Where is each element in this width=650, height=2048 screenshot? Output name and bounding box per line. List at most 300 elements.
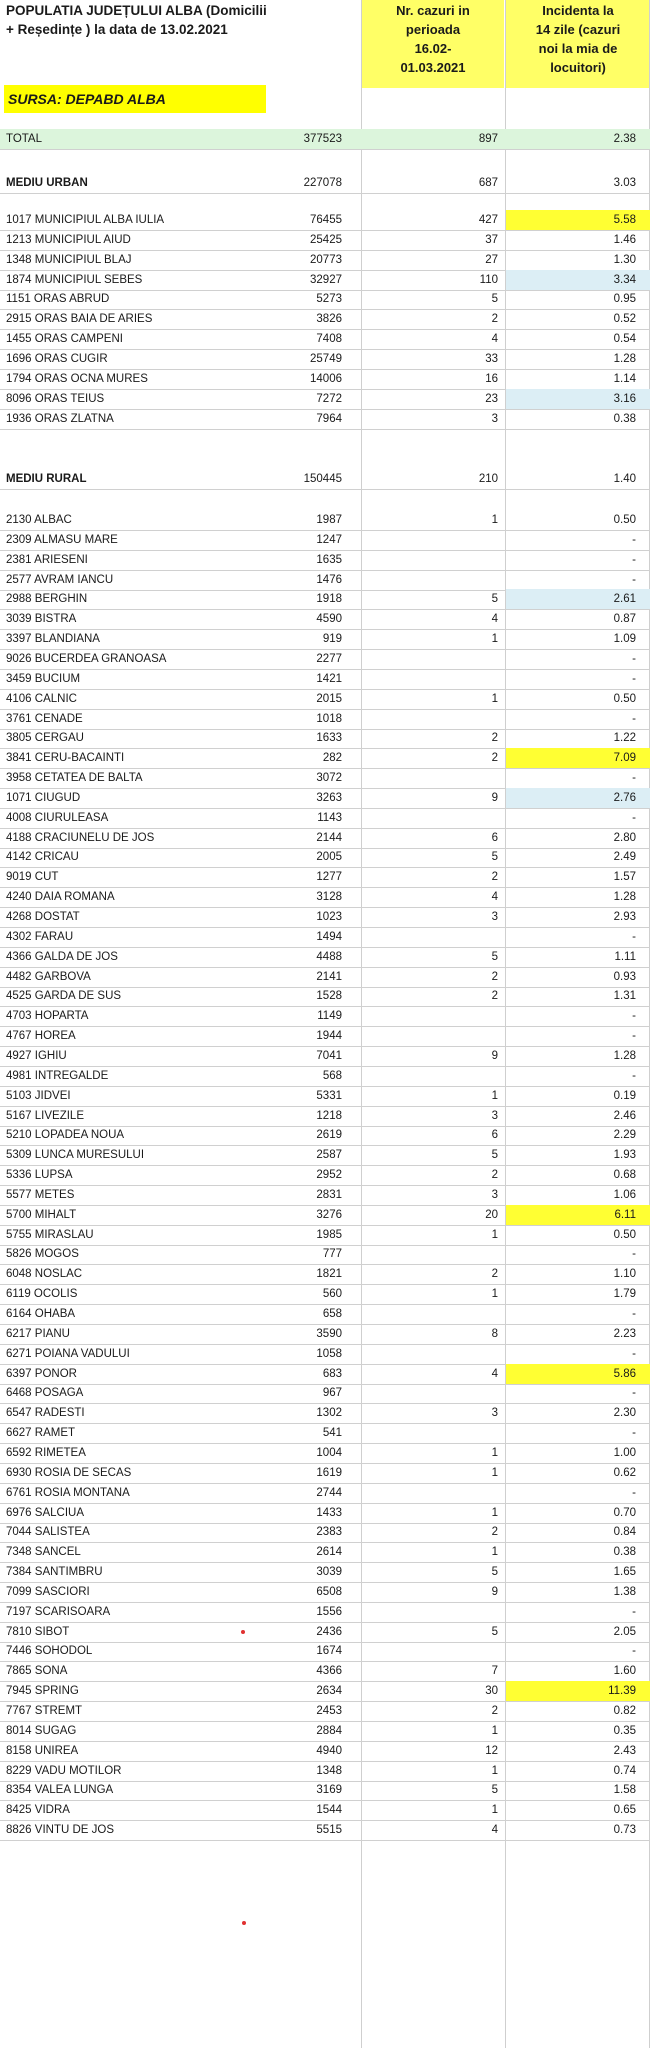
- population-cell: 658: [322, 1308, 342, 1320]
- incidence-cell: -: [632, 574, 636, 586]
- cases-cell: 1: [491, 1288, 498, 1300]
- locality-name-cell: 1794 ORAS OCNA MURES: [6, 373, 148, 385]
- population-cell: 3826: [316, 313, 342, 325]
- population-cell: 1018: [316, 713, 342, 725]
- cases-cell: 37: [485, 234, 498, 246]
- locality-name-cell: 4981 INTREGALDE: [6, 1070, 109, 1082]
- incidence-cell: 0.50: [613, 693, 636, 705]
- population-cell: 25749: [310, 353, 342, 365]
- table-row: [0, 1483, 650, 1503]
- incidence-cell: 1.60: [613, 1665, 636, 1677]
- table-row: [0, 1165, 650, 1185]
- incidence-cell: 1.30: [613, 254, 636, 266]
- population-cell: 2141: [316, 971, 342, 983]
- cases-column-header: [362, 0, 504, 88]
- incidence-header-line: locuitori): [550, 60, 606, 75]
- population-cell: 1302: [316, 1407, 342, 1419]
- table-row: [0, 748, 650, 768]
- cases-cell: 33: [485, 353, 498, 365]
- locality-name-cell: 8354 VALEA LUNGA: [6, 1784, 114, 1796]
- cases-cell: 2: [491, 990, 498, 1002]
- locality-name-cell: 4703 HOPARTA: [6, 1010, 89, 1022]
- cases-cell: 3: [491, 1110, 498, 1122]
- table-row: [0, 1304, 650, 1324]
- table-row: [0, 609, 650, 629]
- population-cell: 25425: [310, 234, 342, 246]
- incidence-cell: 1.65: [613, 1566, 636, 1578]
- incidence-cell: -: [632, 534, 636, 546]
- locality-name-cell: 8826 VINTU DE JOS: [6, 1824, 115, 1836]
- incidence-cell: 0.38: [613, 1546, 636, 1558]
- cases-cell: 30: [485, 1685, 498, 1697]
- cases-cell: 687: [478, 177, 498, 189]
- population-cell: 5515: [316, 1824, 342, 1836]
- incidence-cell: -: [632, 1645, 636, 1657]
- cases-cell: [362, 1244, 502, 1264]
- population-cell: 4366: [316, 1665, 342, 1677]
- table-row: [0, 469, 650, 489]
- population-cell: 1023: [316, 911, 342, 923]
- cases-cell: 1: [491, 1804, 498, 1816]
- cases-cell: 1: [491, 1447, 498, 1459]
- table-row: [0, 230, 650, 250]
- incidence-cell: -: [632, 1387, 636, 1399]
- cases-cell: 16: [485, 373, 498, 385]
- incidence-cell: 1.79: [613, 1288, 636, 1300]
- cases-cell: 2: [491, 971, 498, 983]
- table-title: [0, 0, 360, 88]
- table-row: [0, 1264, 650, 1284]
- locality-name-cell: 1696 ORAS CUGIR: [6, 353, 108, 365]
- population-cell: 1674: [316, 1645, 342, 1657]
- incidence-cell: -: [632, 1248, 636, 1260]
- population-cell: 1143: [317, 812, 342, 824]
- table-row: [0, 1026, 650, 1046]
- incidence-cell: 2.61: [506, 589, 650, 609]
- locality-name-cell: 8425 VIDRA: [6, 1804, 70, 1816]
- incidence-column-header: [506, 0, 650, 88]
- incidence-cell: 1.00: [613, 1447, 636, 1459]
- table-row: [0, 947, 650, 967]
- locality-name-cell: 5700 MIHALT: [6, 1209, 77, 1221]
- locality-name-cell: 4927 IGHIU: [6, 1050, 67, 1062]
- incidence-cell: -: [632, 772, 636, 784]
- row-divider: [0, 429, 650, 430]
- cases-cell: 5: [491, 951, 498, 963]
- population-cell: 150445: [303, 473, 342, 485]
- incidence-cell: -: [632, 1606, 636, 1618]
- cases-cell: 6: [491, 832, 498, 844]
- incidence-cell: 2.93: [613, 911, 636, 923]
- incidence-cell: 0.35: [613, 1725, 636, 1737]
- incidence-cell: -: [632, 1427, 636, 1439]
- locality-name-cell: 4482 GARBOVA: [6, 971, 91, 983]
- table-row: [0, 270, 650, 290]
- locality-name-cell: 3459 BUCIUM: [6, 673, 81, 685]
- table-row: [0, 1344, 650, 1364]
- population-cell: 377523: [303, 133, 342, 145]
- incidence-cell: 5.58: [506, 210, 650, 230]
- population-cell: 1635: [316, 554, 342, 566]
- table-row: [0, 1046, 650, 1066]
- incidence-cell: 1.22: [613, 732, 636, 744]
- incidence-header-line: 14 zile (cazuri: [535, 22, 621, 37]
- locality-name-cell: 7044 SALISTEA: [6, 1526, 90, 1538]
- incidence-cell: -: [632, 1308, 636, 1320]
- locality-name-cell: 3039 BISTRA: [6, 613, 77, 625]
- incidence-cell: 1.57: [613, 871, 636, 883]
- cases-cell: 12: [485, 1745, 498, 1757]
- cases-cell: [362, 1641, 502, 1661]
- population-cell: 7272: [316, 393, 342, 405]
- cases-cell: 23: [485, 393, 498, 405]
- population-cell: 2005: [316, 851, 342, 863]
- incidence-cell: -: [632, 673, 636, 685]
- locality-name-cell: 2577 AVRAM IANCU: [6, 574, 114, 586]
- locality-name-cell: 4767 HOREA: [6, 1030, 76, 1042]
- population-cell: 3039: [316, 1566, 342, 1578]
- cases-cell: 5: [491, 1784, 498, 1796]
- incidence-cell: 0.73: [613, 1824, 636, 1836]
- incidence-cell: 0.50: [613, 1229, 636, 1241]
- population-cell: 3072: [316, 772, 342, 784]
- cases-cell: [362, 530, 502, 550]
- population-cell: 1149: [317, 1010, 342, 1022]
- population-cell: 1348: [316, 1765, 342, 1777]
- incidence-cell: -: [632, 1010, 636, 1022]
- population-cell: 7964: [316, 413, 342, 425]
- cases-cell: [362, 1344, 502, 1364]
- cases-cell: 1: [491, 633, 498, 645]
- table-row: [0, 629, 650, 649]
- table-row: [0, 1761, 650, 1781]
- locality-name-cell: 1151 ORAS ABRUD: [6, 293, 110, 305]
- cases-cell: 1: [491, 1546, 498, 1558]
- population-cell: 3263: [316, 792, 342, 804]
- table-row: [0, 649, 650, 669]
- cases-header-line: 16.02-: [414, 41, 452, 56]
- locality-name-cell: 5167 LIVEZILE: [6, 1110, 84, 1122]
- incidence-cell: 2.46: [613, 1110, 636, 1122]
- population-cell: 2144: [316, 832, 342, 844]
- population-cell: 1528: [316, 990, 342, 1002]
- table-row: [0, 1225, 650, 1245]
- incidence-cell: 0.70: [613, 1507, 636, 1519]
- cases-cell: 5: [491, 851, 498, 863]
- incidence-cell: 0.74: [613, 1765, 636, 1777]
- population-cell: 1944: [316, 1030, 342, 1042]
- locality-name-cell: 4008 CIURULEASA: [6, 812, 109, 824]
- table-row: [0, 1562, 650, 1582]
- population-cell: 1277: [316, 871, 342, 883]
- table-row: [0, 1522, 650, 1542]
- table-row: [0, 1403, 650, 1423]
- table-row: [0, 788, 650, 808]
- locality-name-cell: 6761 ROSIA MONTANA: [6, 1487, 130, 1499]
- cases-cell: 9: [491, 1050, 498, 1062]
- population-cell: 4940: [316, 1745, 342, 1757]
- cases-cell: 2: [491, 1526, 498, 1538]
- cases-header-line: perioada: [405, 22, 461, 37]
- population-cell: 20773: [310, 254, 342, 266]
- cases-cell: 27: [485, 254, 498, 266]
- table-row: [0, 349, 650, 369]
- incidence-cell: -: [632, 713, 636, 725]
- locality-name-cell: 1071 CIUGUD: [6, 792, 81, 804]
- table-row: [0, 1284, 650, 1304]
- incidence-cell: 0.65: [613, 1804, 636, 1816]
- population-cell: 2634: [316, 1685, 342, 1697]
- incidence-cell: 1.58: [613, 1784, 636, 1796]
- population-cell: 1218: [316, 1110, 342, 1122]
- locality-name-cell: 4188 CRACIUNELU DE JOS: [6, 832, 155, 844]
- locality-name-cell: 6397 PONOR: [6, 1368, 77, 1380]
- population-cell: 568: [322, 1070, 342, 1082]
- population-cell: 1476: [316, 574, 342, 586]
- table-row: [0, 1641, 650, 1661]
- source-label: SURSA: DEPABD ALBA: [4, 85, 266, 113]
- table-row: [0, 369, 650, 389]
- locality-name-cell: TOTAL: [6, 133, 42, 145]
- table-row: [0, 1066, 650, 1086]
- incidence-cell: 6.11: [506, 1205, 650, 1225]
- population-cell: 7041: [316, 1050, 342, 1062]
- table-row: [0, 550, 650, 570]
- population-cell: 683: [322, 1368, 342, 1380]
- locality-name-cell: 7099 SASCIORI: [6, 1586, 90, 1598]
- locality-name-cell: 7945 SPRING: [6, 1685, 79, 1697]
- population-cell: 5273: [316, 293, 342, 305]
- population-cell: 2884: [316, 1725, 342, 1737]
- table-row: [0, 530, 650, 550]
- population-cell: 3276: [316, 1209, 342, 1221]
- cases-cell: 4: [491, 333, 498, 345]
- incidence-cell: 5.86: [506, 1364, 650, 1384]
- cases-cell: 3: [491, 413, 498, 425]
- cases-cell: 20: [485, 1209, 498, 1221]
- locality-name-cell: 4142 CRICAU: [6, 851, 79, 863]
- cases-cell: 6: [491, 1129, 498, 1141]
- cases-cell: [362, 669, 502, 689]
- cases-cell: [362, 1006, 502, 1026]
- cases-cell: 427: [478, 214, 498, 226]
- row-divider: [0, 149, 650, 150]
- incidence-cell: 2.38: [613, 133, 636, 145]
- population-cell: 2744: [316, 1487, 342, 1499]
- table-row: [0, 689, 650, 709]
- incidence-cell: -: [632, 1348, 636, 1360]
- locality-name-cell: 2130 ALBAC: [6, 514, 72, 526]
- table-row: [0, 1145, 650, 1165]
- table-row: [0, 1721, 650, 1741]
- population-cell: 4590: [316, 613, 342, 625]
- incidence-cell: 0.87: [613, 613, 636, 625]
- cases-header-line: Nr. cazuri in: [396, 3, 470, 18]
- incidence-cell: 11.39: [506, 1681, 650, 1701]
- cases-cell: 2: [491, 1169, 498, 1181]
- incidence-cell: -: [632, 1487, 636, 1499]
- locality-name-cell: 4106 CALNIC: [6, 693, 77, 705]
- population-cell: 1987: [316, 514, 342, 526]
- incidence-cell: 0.93: [613, 971, 636, 983]
- cases-cell: 3: [491, 1189, 498, 1201]
- locality-name-cell: 1455 ORAS CAMPENI: [6, 333, 123, 345]
- locality-name-cell: 7384 SANTIMBRU: [6, 1566, 103, 1578]
- population-cell: 1058: [316, 1348, 342, 1360]
- table-row: [0, 1780, 650, 1800]
- locality-name-cell: 1348 MUNICIPIUL BLAJ: [6, 254, 132, 266]
- locality-name-cell: 7767 STREMT: [6, 1705, 83, 1717]
- locality-name-cell: 1017 MUNICIPIUL ALBA IULIA: [6, 214, 165, 226]
- incidence-cell: 2.30: [613, 1407, 636, 1419]
- incidence-cell: 0.84: [613, 1526, 636, 1538]
- incidence-cell: 1.09: [613, 633, 636, 645]
- table-title-line: POPULATIA JUDEȚULUI ALBA (Domicilii: [6, 3, 267, 18]
- table-row: [0, 289, 650, 309]
- table-row: [0, 1681, 650, 1701]
- locality-name-cell: 6627 RAMET: [6, 1427, 76, 1439]
- population-cell: 5331: [316, 1090, 342, 1102]
- cases-cell: 2: [491, 1705, 498, 1717]
- locality-name-cell: 2381 ARIESENI: [6, 554, 88, 566]
- locality-name-cell: 7810 SIBOT: [6, 1626, 70, 1638]
- population-cell: 777: [322, 1248, 342, 1260]
- table-row: [0, 927, 650, 947]
- table-row: [0, 867, 650, 887]
- cases-cell: 2: [491, 871, 498, 883]
- locality-name-cell: 6271 POIANA VADULUI: [6, 1348, 130, 1360]
- locality-name-cell: 6048 NOSLAC: [6, 1268, 83, 1280]
- incidence-cell: -: [632, 1030, 636, 1042]
- red-dot-mark: [241, 1630, 245, 1634]
- population-cell: 541: [322, 1427, 342, 1439]
- locality-name-cell: MEDIU URBAN: [6, 177, 88, 189]
- locality-name-cell: 5210 LOPADEA NOUA: [6, 1129, 125, 1141]
- incidence-cell: 2.43: [613, 1745, 636, 1757]
- table-row: [0, 1324, 650, 1344]
- incidence-cell: 1.31: [613, 990, 636, 1002]
- population-cell: 1985: [316, 1229, 342, 1241]
- locality-name-cell: 5826 MOGOS: [6, 1248, 79, 1260]
- population-cell: 2619: [316, 1129, 342, 1141]
- cases-cell: [362, 808, 502, 828]
- table-row: [0, 986, 650, 1006]
- locality-name-cell: 1874 MUNICIPIUL SEBES: [6, 274, 143, 286]
- locality-name-cell: 5577 METES: [6, 1189, 75, 1201]
- table-row: [0, 907, 650, 927]
- row-divider: [0, 193, 650, 194]
- table-row: [0, 409, 650, 429]
- table-row: [0, 1106, 650, 1126]
- locality-name-cell: 8158 UNIREA: [6, 1745, 79, 1757]
- locality-name-cell: 3761 CENADE: [6, 713, 83, 725]
- locality-name-cell: 7348 SANCEL: [6, 1546, 81, 1558]
- locality-name-cell: 9026 BUCERDEA GRANOASA: [6, 653, 167, 665]
- cases-cell: 4: [491, 1824, 498, 1836]
- table-row: [0, 1006, 650, 1026]
- table-row: [0, 1741, 650, 1761]
- locality-name-cell: 8229 VADU MOTILOR: [6, 1765, 122, 1777]
- incidence-cell: -: [632, 1070, 636, 1082]
- row-divider: [0, 489, 650, 490]
- cases-cell: 3: [491, 1407, 498, 1419]
- population-cell: 7408: [316, 333, 342, 345]
- incidence-cell: 1.28: [613, 1050, 636, 1062]
- cases-cell: 897: [478, 133, 498, 145]
- cases-cell: [362, 1383, 502, 1403]
- incidence-cell: 0.50: [613, 514, 636, 526]
- locality-name-cell: 7865 SONA: [6, 1665, 68, 1677]
- population-cell: 3169: [316, 1784, 342, 1796]
- locality-name-cell: 3397 BLANDIANA: [6, 633, 100, 645]
- incidence-cell: 1.40: [613, 473, 636, 485]
- table-row: [0, 1086, 650, 1106]
- cases-cell: [362, 1066, 502, 1086]
- population-cell: 2952: [316, 1169, 342, 1181]
- locality-name-cell: 6119 OCOLIS: [6, 1288, 78, 1300]
- locality-name-cell: 2988 BERGHIN: [6, 593, 88, 605]
- cases-cell: 9: [491, 1586, 498, 1598]
- population-cell: 1633: [316, 732, 342, 744]
- row-divider: [0, 1840, 650, 1841]
- population-cell: 1004: [316, 1447, 342, 1459]
- locality-name-cell: 1213 MUNICIPIUL AIUD: [6, 234, 131, 246]
- incidence-cell: 0.54: [613, 333, 636, 345]
- cases-cell: [362, 1304, 502, 1324]
- table-row: [0, 1463, 650, 1483]
- table-row: [0, 250, 650, 270]
- locality-name-cell: 5336 LUPSA: [6, 1169, 73, 1181]
- locality-name-cell: 1936 ORAS ZLATNA: [6, 413, 114, 425]
- incidence-cell: 2.80: [613, 832, 636, 844]
- table-row: [0, 847, 650, 867]
- cases-cell: [362, 1026, 502, 1046]
- cases-cell: 9: [491, 792, 498, 804]
- population-cell: 1556: [316, 1606, 342, 1618]
- incidence-cell: 2.05: [613, 1626, 636, 1638]
- locality-name-cell: 3958 CETATEA DE BALTA: [6, 772, 143, 784]
- table-row: [0, 1443, 650, 1463]
- table-row: [0, 173, 650, 193]
- incidence-cell: -: [632, 554, 636, 566]
- locality-name-cell: 5103 JIDVEI: [6, 1090, 71, 1102]
- population-cell: 1433: [316, 1507, 342, 1519]
- population-cell: 4488: [316, 951, 342, 963]
- cases-cell: 210: [478, 473, 498, 485]
- population-cell: 1494: [316, 931, 342, 943]
- locality-name-cell: 5309 LUNCA MURESULUI: [6, 1149, 145, 1161]
- cases-cell: [362, 709, 502, 729]
- locality-name-cell: 9019 CUT: [6, 871, 59, 883]
- incidence-cell: 0.52: [613, 313, 636, 325]
- incidence-cell: 1.38: [613, 1586, 636, 1598]
- locality-name-cell: 4240 DAIA ROMANA: [6, 891, 115, 903]
- incidence-cell: 1.06: [613, 1189, 636, 1201]
- table-row: [0, 1661, 650, 1681]
- cases-cell: 3: [491, 911, 498, 923]
- table-row: [0, 129, 650, 149]
- incidence-cell: 1.14: [613, 373, 636, 385]
- incidence-cell: 1.28: [613, 353, 636, 365]
- incidence-cell: 0.19: [613, 1090, 636, 1102]
- incidence-cell: -: [632, 812, 636, 824]
- table-row: [0, 1542, 650, 1562]
- cases-cell: 5: [491, 593, 498, 605]
- incidence-cell: 3.16: [506, 389, 650, 409]
- population-cell: 227078: [303, 177, 342, 189]
- locality-name-cell: 3805 CERGAU: [6, 732, 84, 744]
- cases-cell: 5: [491, 1626, 498, 1638]
